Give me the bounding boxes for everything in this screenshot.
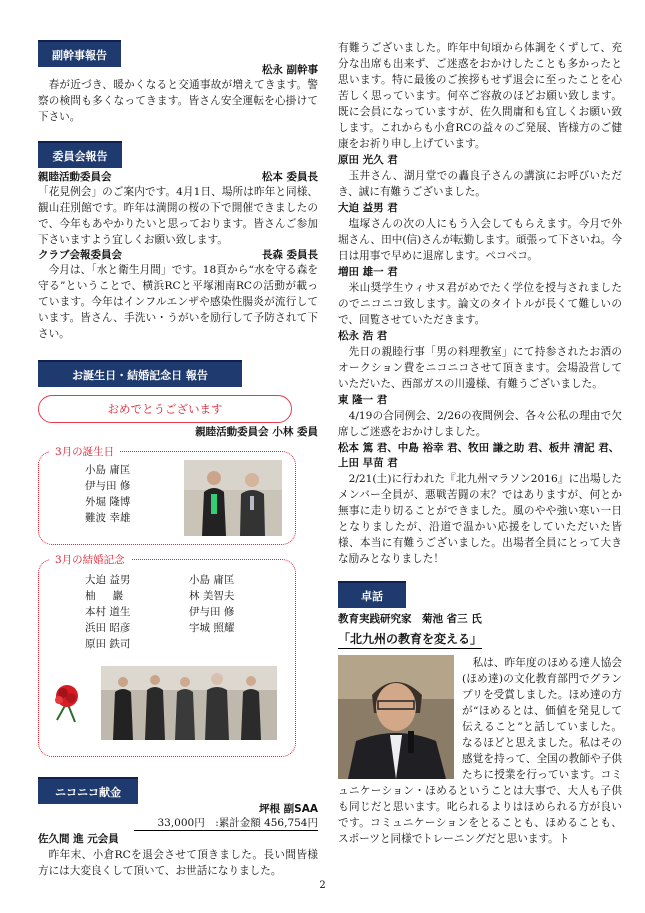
wedding-name: 柚 巖: [85, 590, 124, 602]
entry-name: 松本 篤 君、中島 裕幸 君、牧田 謙之助 君、板井 清記 君、上田 早苗 君: [338, 442, 620, 469]
entry-name: 大迫 益男 君: [338, 202, 398, 214]
takuwa-title: 「北九州の教育を変える」: [338, 630, 482, 649]
birthday-name: 難波 幸雄: [85, 512, 131, 524]
section-header-birthday: お誕生日・結婚記念日 報告: [38, 360, 242, 387]
committee-chair-1: 松本 委員長: [261, 171, 318, 183]
page-number: 2: [319, 880, 326, 891]
niconico-speaker: 坪根 副SAA: [259, 803, 318, 815]
niconico-continued-text: 有難うございました。昨年中旬頃から体調をくずして、充分な出席も出来ず、ご迷惑をおかけしたことも多かったと思います。特に最後のご挨拶もせず退会に至ったことを心苦しく思っています。何卒ご容赦のほどお願い致します。既に会員になっていますが、佐久間庸和も宜しくお願い致します。これからも小倉RCの益々のご発展、皆様方のご健康をお祈り申し上げています。: [338, 42, 622, 150]
wedding-name: 原田 鉄司: [85, 638, 131, 650]
birthday-name: 外堀 隆博: [85, 496, 131, 508]
entry-name: 東 隆一 君: [338, 394, 388, 406]
entry-text: 先日の親睦行事「男の料理教室」にて持参されたお酒のオークション費をニコニコさせて頂きます。会場設営していただいた、西部ガスの川邊様、有難うございました。: [338, 346, 622, 390]
section-header-iinkai: 委員会報告: [38, 141, 122, 168]
speaker-photo: [338, 655, 454, 779]
birthday-names: [85, 462, 130, 526]
wedding-box: [38, 554, 296, 757]
wedding-name: 小島 庸匡: [189, 574, 235, 586]
birthday-name: 小島 庸匡: [85, 464, 131, 476]
committee-name-2: クラブ会報委員会: [38, 249, 122, 261]
niconico-first-text: 昨年末、小倉RCを退会させて頂きました。長い間皆様方には大変良くして頂いて、お世話になりました。: [38, 849, 318, 877]
entry-name: 増田 雄一 君: [338, 266, 398, 278]
committee-text-1: 「花見例会」のご案内です。4月1日、場所は昨年と同様、観山荘別館です。昨年は満開の桜の下で開催できましたので、今年もあやかりたいと思っております。皆さんご参加下さいますよう宜しくお願い致します。: [38, 186, 318, 246]
rose-icon: [47, 680, 87, 724]
fukukanji-text: 春が近づき、暖かくなると交通事故が増えてきます。警察の検問も多くなってきます。皆さん安全運転を心掛けて下さい。: [38, 79, 318, 123]
wedding-photo: [101, 666, 277, 740]
entry-name: 原田 光久 君: [338, 154, 398, 166]
birthday-photo: [184, 460, 282, 536]
birthday-title: 3月の誕生日: [49, 444, 120, 459]
wedding-name: 大迫 益男: [85, 574, 131, 586]
section-header-niconico: ニコニコ献金: [38, 777, 138, 804]
niconico-first-name: 佐久間 進 元会員: [38, 833, 119, 845]
wedding-name: 伊与田 修: [189, 606, 235, 618]
birthday-name: 伊与田 修: [85, 480, 131, 492]
entry-text: 2/21(土)に行われた『北九州マラソン2016』に出場したメンバー全員が、悪戦苦闘の末？ではありますが、何とか無事に走り切ることができました。風のやや強い寒い一日となりましたが、沿道で温かい応援をしていただいた皆様、本当に有難うございました。出場者全員にとって大きな励みとなりました！: [338, 473, 622, 565]
wedding-name: 本村 道生: [85, 606, 131, 618]
fukukanji-speaker: 松永 副幹事: [261, 64, 318, 76]
wedding-names-right: [189, 572, 234, 636]
committee-name-1: 親睦活動委員会: [38, 171, 112, 183]
committee-text-2: 今月は、「水と衛生月間」です。18頁から“水を守る森を守る”ということで、横浜RCと平塚湘南RCの活動が載っています。今年はインフルエンザや感染性腸炎が流行しています。皆さん、手洗い・うがいを励行して予防されて下さい。: [38, 264, 318, 340]
committee-chair-2: 長森 委員長: [261, 249, 318, 261]
congrats-banner: おめでとうございます: [38, 395, 292, 423]
wedding-name: 宇城 照耀: [189, 622, 235, 634]
birthday-reporter: 親睦活動委員会 小林 委員: [195, 426, 318, 438]
speaker-photo-image: [338, 655, 454, 779]
left-column: [38, 40, 318, 879]
committee-row-1: [38, 170, 318, 184]
committee-row-2: [38, 248, 318, 262]
entry-text: 米山奨学生ウィサヌ君がめでたく学位を授与されましたのでニコニコ致します。論文のタイトルが長くて難しいので、回覧させていただきます。: [338, 282, 622, 326]
wedding-photo-image: [101, 666, 277, 740]
entry-text: 玉井さん、湖月堂での轟良子さんの講演にお呼びいただき、誠に有難うございました。: [338, 170, 622, 198]
wedding-title: 3月の結婚記念: [49, 552, 131, 567]
niconico-amount: 33,000円 :累計金額 456,754円: [134, 816, 318, 831]
right-column: [338, 40, 622, 847]
birthday-box: [38, 446, 296, 545]
entry-text: 塩塚さんの次の人にもう入会してもらえます。今月で外堀さん、田中(信)さんが転勤します。頑張って下さいね。今日は用事で早めに退席します。ペコペコ。: [338, 218, 622, 262]
section-header-fukukanji: 副幹事報告: [38, 40, 121, 67]
takuwa-text: 私は、昨年度のほめる達人協会(ほめ達)の文化教育部門でグランプリを受賞しました。ほめ達の方が“ほめるとは、価値を発見して伝えること”と話していました。なるほどと思えました。私はその感覚を持って、全国の教師や子供たちに授業を行っています。コミュニケーション・ほめるということは大事で、大人も子供も同じだと思います。叱られるよりはほめられる方が良いです。コミュニケーションをとることも、ほめることも、スポーツと同様でトレーニングだと思います。ト: [338, 657, 622, 845]
section-header-takuwa: 卓話: [338, 581, 406, 608]
takuwa-speaker: 教育実践研究家 菊池 省三 氏: [338, 613, 482, 625]
wedding-name: 林 美智夫: [189, 590, 235, 602]
wedding-name: 浜田 昭彦: [85, 622, 131, 634]
entry-name: 松永 浩 君: [338, 330, 388, 342]
wedding-names-left: [85, 572, 130, 652]
entry-text: 4/19の合同例会、2/26の夜間例会、各々公私の理由で欠席しご迷惑をおかけしました。: [338, 410, 622, 438]
birthday-photo-image: [184, 460, 282, 536]
